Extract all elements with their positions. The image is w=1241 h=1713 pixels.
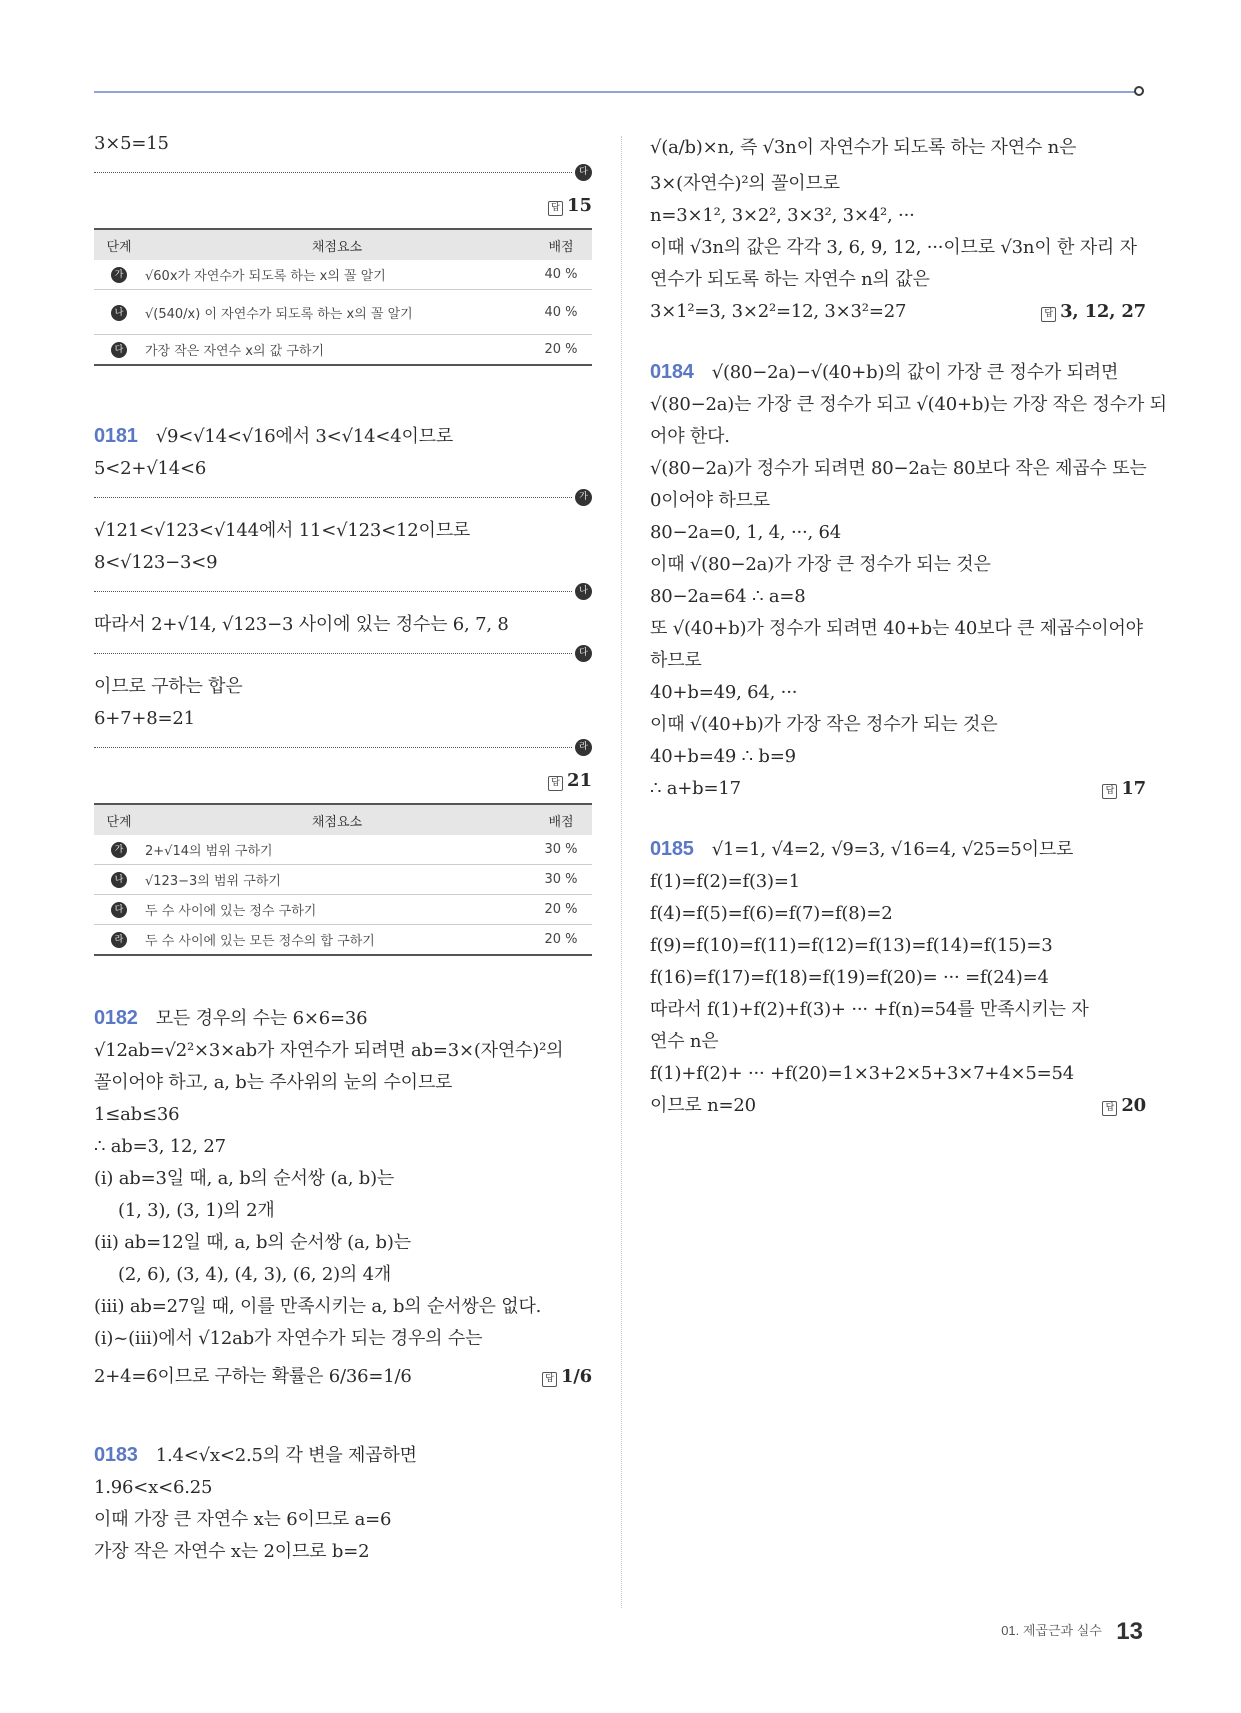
problem-0185: [650, 833, 1146, 866]
problem-number: 0181: [94, 425, 138, 447]
problem-number: 0182: [94, 1007, 138, 1029]
scoring-table-2: [94, 803, 592, 956]
column-divider: [621, 136, 622, 1608]
table-row: [94, 835, 592, 865]
table-row: [94, 865, 592, 895]
table-row: [94, 290, 592, 335]
text-line: [650, 1090, 1146, 1122]
answer-icon: 답: [542, 1372, 557, 1387]
text-line: 가장 작은 자연수 x는 2이므로 b=2: [94, 1541, 370, 1562]
answer-value: 1/6: [560, 1366, 592, 1387]
text-line: (2, 6), (3, 4), (4, 3), (6, 2)의 4개: [118, 1264, 392, 1285]
text-line: √9<√14<√16에서 3<√14<4이므로: [155, 426, 454, 447]
th-score: 배점: [530, 804, 592, 835]
text-line: (i) ab=3일 때, a, b의 순서쌍 (a, b)는: [94, 1168, 395, 1189]
text-line: 80−2a=0, 1, 4, ···, 64: [650, 522, 842, 543]
text-line: 연수 n은: [650, 1031, 719, 1052]
text-line: 이때 √(40+b)가 가장 작은 정수가 되는 것은: [650, 714, 998, 735]
text-line: ∴ a+b=17: [650, 778, 741, 799]
answer-value: 3, 12, 27: [1060, 301, 1146, 322]
text-line: 40+b=49, 64, ···: [650, 682, 798, 703]
text-line: 꼴이어야 하고, a, b는 주사위의 눈의 수이므로: [94, 1072, 453, 1093]
step-marker: 가: [111, 267, 127, 283]
text-line: 또 √(40+b)가 정수가 되려면 40+b는 40보다 큰 제곱수이어야: [650, 618, 1143, 639]
answer-value: 15: [566, 195, 592, 216]
text-line: [650, 773, 1146, 805]
table-cell: √123−3의 범위 구하기: [144, 865, 530, 895]
step-marker: 다: [575, 645, 592, 662]
text-line: 모든 경우의 수는 6×6=36: [155, 1008, 368, 1029]
text-line: 이므로 n=20: [650, 1095, 756, 1116]
step-marker: 다: [111, 342, 127, 358]
text-line: f(1)+f(2)+ ··· +f(20)=1×3+2×5+3×7+4×5=54: [650, 1063, 1075, 1084]
text-line: (iii) ab=27일 때, 이를 만족시키는 a, b의 순서쌍은 없다.: [94, 1296, 542, 1317]
text-line: 3×5=15: [94, 133, 169, 154]
text-line: 따라서 2+√14, √123−3 사이에 있는 정수는 6, 7, 8: [94, 614, 509, 635]
table-cell: 40 %: [530, 260, 592, 290]
table-cell: 2+√14의 범위 구하기: [144, 835, 530, 865]
answer-1-6: [542, 1355, 592, 1399]
th-step: 단계: [94, 804, 144, 835]
table-cell: √(540/x) 이 자연수가 되도록 하는 x의 꼴 알기: [144, 290, 530, 335]
problem-number: 0184: [650, 361, 694, 383]
text-line: √121<√123<√144에서 11<√123<12이므로: [94, 520, 471, 541]
step-marker: 라: [575, 739, 592, 756]
chapter-title: 01. 제곱근과 실수: [1001, 1623, 1102, 1638]
step-marker: 가: [111, 842, 127, 858]
step-separator: [94, 735, 592, 761]
answer-21: [94, 765, 592, 797]
text-line: 1.4<√x<2.5의 각 변을 제곱하면: [155, 1445, 417, 1466]
text-line: 6+7+8=21: [94, 708, 195, 729]
table-row: [94, 895, 592, 925]
text-line: √12ab=√2²×3×ab가 자연수가 되려면 ab=3×(자연수)²의: [94, 1040, 564, 1061]
table-cell: 20 %: [530, 335, 592, 366]
text-line: √(80−2a)가 정수가 되려면 80−2a는 80보다 작은 제곱수 또는: [650, 458, 1147, 479]
text-line: f(9)=f(10)=f(11)=f(12)=f(13)=f(14)=f(15)=3: [650, 935, 1053, 956]
table-cell: 두 수 사이에 있는 정수 구하기: [144, 895, 530, 925]
table-row: [94, 925, 592, 956]
answer-icon: 답: [548, 201, 563, 216]
page-footer: [1001, 1618, 1143, 1646]
text-line: [94, 1355, 592, 1399]
text-line: 0이어야 하므로: [650, 490, 770, 511]
step-separator: [94, 160, 592, 186]
text-line: 하므로: [650, 650, 702, 671]
text-line: 40+b=49 ∴ b=9: [650, 746, 796, 767]
text-line: f(1)=f(2)=f(3)=1: [650, 871, 800, 892]
answer-icon: 답: [1041, 307, 1056, 322]
right-column: [650, 128, 1167, 1122]
table-cell: 두 수 사이에 있는 모든 정수의 합 구하기: [144, 925, 530, 956]
text-line: 5<2+√14<6: [94, 458, 207, 479]
text-line: 이므로 구하는 합은: [94, 676, 243, 697]
answer-value: 17: [1121, 778, 1146, 799]
text-line: (1, 3), (3, 1)의 2개: [118, 1200, 275, 1221]
text-line: √(80−2a)−√(40+b)의 값이 가장 큰 정수가 되려면: [711, 362, 1119, 383]
step-marker: 다: [575, 164, 592, 181]
text-line: [650, 296, 1146, 328]
text-line: 이때 √3n의 값은 각각 3, 6, 9, 12, ···이므로 √3n이 한 자리 자: [650, 237, 1137, 258]
problem-0183: [94, 1439, 592, 1472]
table-cell: 20 %: [530, 895, 592, 925]
text-line: 이때 √(80−2a)가 가장 큰 정수가 되는 것은: [650, 554, 991, 575]
step-separator: [94, 641, 592, 667]
answer-icon: 답: [548, 776, 563, 791]
th-element: 채점요소: [144, 229, 530, 260]
text-line: 2+4=6이므로 구하는 확률은 6/36=1/6: [94, 1366, 412, 1387]
table-cell: 20 %: [530, 925, 592, 956]
problem-0181: [94, 420, 592, 453]
text-line: 80−2a=64 ∴ a=8: [650, 586, 806, 607]
th-score: 배점: [530, 229, 592, 260]
scoring-table-1: [94, 228, 592, 366]
text-line: 연수가 되도록 하는 자연수 n의 값은: [650, 269, 930, 290]
answer-icon: 답: [1102, 1101, 1117, 1116]
table-cell: 가장 작은 자연수 x의 값 구하기: [144, 335, 530, 366]
page-number: 13: [1116, 1618, 1143, 1645]
text-line: √(80−2a)는 가장 큰 정수가 되고 √(40+b)는 가장 작은 정수가 되: [650, 394, 1167, 415]
text-line: (ii) ab=12일 때, a, b의 순서쌍 (a, b)는: [94, 1232, 411, 1253]
text-line: 1.96<x<6.25: [94, 1477, 213, 1498]
table-cell: 30 %: [530, 835, 592, 865]
text-line: 1≤ab≤36: [94, 1104, 180, 1125]
step-separator: [94, 579, 592, 605]
step-marker: 라: [111, 932, 127, 948]
answer-20: [1102, 1090, 1146, 1122]
text-line: f(4)=f(5)=f(6)=f(7)=f(8)=2: [650, 903, 893, 924]
table-cell: 40 %: [530, 290, 592, 335]
text-line: 3×(자연수)²의 꼴이므로: [650, 173, 840, 194]
table-row: [94, 260, 592, 290]
th-element: 채점요소: [144, 804, 530, 835]
step-marker: 다: [111, 902, 127, 918]
text-line: n=3×1², 3×2², 3×3², 3×4², ···: [650, 205, 915, 226]
text-line: 이때 가장 큰 자연수 x는 6이므로 a=6: [94, 1509, 392, 1530]
table-cell: 30 %: [530, 865, 592, 895]
text-line: 어야 한다.: [650, 426, 730, 447]
table-row: [94, 335, 592, 366]
problem-0182: [94, 1002, 592, 1035]
answer-value: 21: [566, 770, 592, 791]
problem-number: 0185: [650, 838, 694, 860]
text-line: ∴ ab=3, 12, 27: [94, 1136, 226, 1157]
answer-3-12-27: [1041, 296, 1146, 328]
text-line: √1=1, √4=2, √9=3, √16=4, √25=5이므로: [711, 839, 1074, 860]
table-cell: √60x가 자연수가 되도록 하는 x의 꼴 알기: [144, 260, 530, 290]
answer-15: [94, 190, 592, 222]
text-line: √(a/b)×n, 즉 √3n이 자연수가 되도록 하는 자연수 n은: [650, 137, 1077, 158]
text-line: f(16)=f(17)=f(18)=f(19)=f(20)= ··· =f(24)=4: [650, 967, 1049, 988]
answer-17: [1102, 773, 1146, 805]
text-line: 3×1²=3, 3×2²=12, 3×3²=27: [650, 301, 907, 322]
text-line: 따라서 f(1)+f(2)+f(3)+ ··· +f(n)=54를 만족시키는 자: [650, 999, 1089, 1020]
th-step: 단계: [94, 229, 144, 260]
problem-0184: [650, 356, 1146, 389]
header-rule: [94, 91, 1139, 93]
left-column: [94, 128, 592, 1568]
problem-number: 0183: [94, 1444, 138, 1466]
step-marker: 나: [111, 305, 127, 321]
step-separator: [94, 485, 592, 511]
answer-value: 20: [1121, 1095, 1146, 1116]
step-marker: 나: [111, 872, 127, 888]
answer-icon: 답: [1102, 784, 1117, 799]
step-marker: 가: [575, 489, 592, 506]
text-line: 8<√123−3<9: [94, 552, 218, 573]
step-marker: 나: [575, 583, 592, 600]
text-line: (i)~(iii)에서 √12ab가 자연수가 되는 경우의 수는: [94, 1328, 483, 1349]
header-rule-dot: [1134, 86, 1144, 96]
